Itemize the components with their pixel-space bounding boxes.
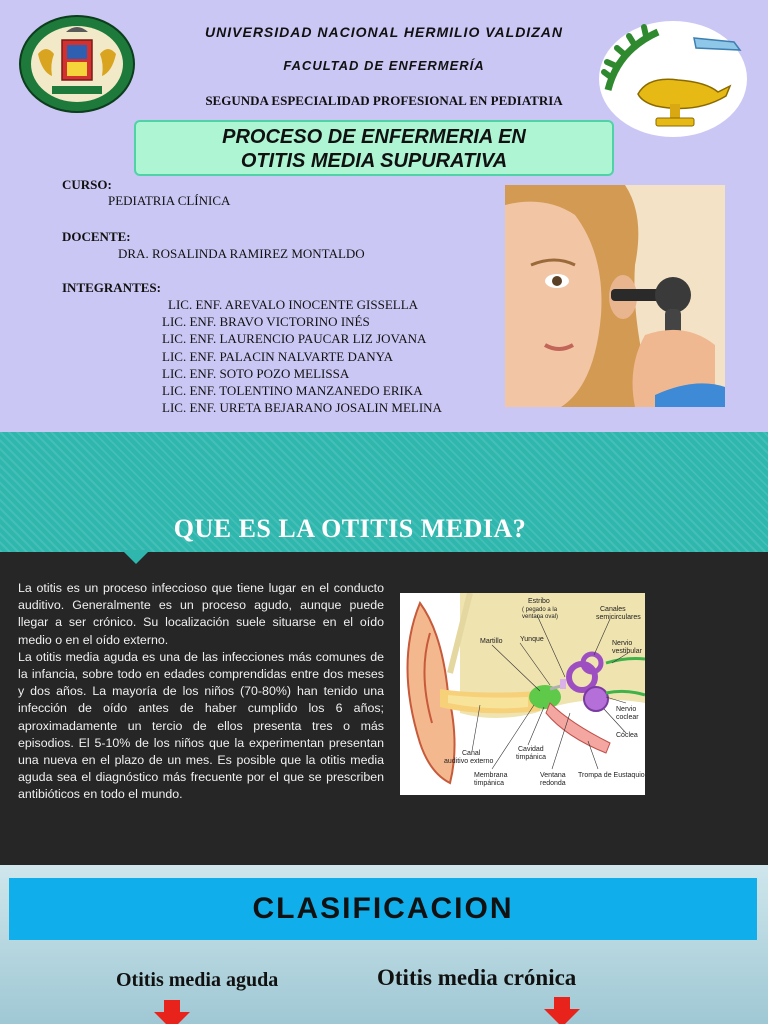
- title-band-notch: [122, 550, 150, 564]
- label-yunque: Yunque: [520, 636, 544, 643]
- member-item: LIC. ENF. BRAVO VICTORINO INÉS: [162, 314, 370, 330]
- course-value: PEDIATRIA CLÍNICA: [108, 193, 231, 208]
- definition-title: QUE ES LA OTITIS MEDIA?: [173, 514, 527, 543]
- label-cavidad: Cavidad: [518, 746, 544, 753]
- label-nervio-coclear: Nervio: [616, 706, 637, 713]
- label-estribo: Estribo: [528, 598, 550, 605]
- label-membrana: timpánica: [474, 780, 504, 787]
- university-name: UNIVERSIDAD NACIONAL HERMILIO VALDIZAN: [205, 24, 563, 40]
- label-nervio-vestibular: Nervio: [612, 640, 633, 647]
- members-label: INTEGRANTES:: [62, 280, 161, 295]
- classification-slide: [0, 865, 768, 1024]
- label-nervio-vestibular: vestibular: [612, 648, 642, 655]
- arrow-down-icon: [152, 1000, 192, 1024]
- label-canal: Canal: [462, 750, 481, 757]
- member-item: LIC. ENF. LAURENCIO PAUCAR LIZ JOVANA: [162, 331, 427, 347]
- label-estribo-note: ventana oval): [522, 614, 559, 620]
- teacher-label: DOCENTE:: [62, 229, 131, 244]
- type-acute-label: Otitis media aguda: [116, 969, 279, 991]
- member-item: LIC. ENF. SOTO POZO MELISSA: [162, 365, 350, 381]
- label-cavidad: timpánica: [516, 754, 546, 761]
- classification-title: CLASIFICACION: [252, 892, 514, 925]
- ear-anatomy-diagram: [400, 593, 645, 795]
- label-nervio-coclear: coclear: [616, 714, 639, 721]
- label-membrana: Membrana: [474, 772, 508, 779]
- member-item: LIC. ENF. URETA BEJARANO JOSALIN MELINA: [162, 400, 442, 416]
- teacher-value: DRA. ROSALINDA RAMIREZ MONTALDO: [118, 246, 365, 261]
- label-ventana: redonda: [540, 780, 566, 787]
- label-estribo-note: ( pegado a la: [522, 607, 558, 613]
- definition-paragraph: La otitis media aguda es una de las infecciones más comunes de la infancia, sobre todo en edades comprendidas entre dos meses y dos años. La mayoría de los niños (70-80%) han tenido una infección de oído antes de haber cumplido los 6 años; aproximadamente un tercio de ellos presenta tres o más episodios. El 5-10% de los niños que la experimentan presentan una nueva en el plazo de un mes. Es posible que la otitis media aguda sea el diagnóstico más frecuente por el que se prescriben antibióticos en todo el mundo.: [18, 649, 384, 802]
- label-trompa: Trompa de Eustaquio: [578, 772, 645, 779]
- cover-slide: [0, 0, 768, 432]
- specialty-name: SEGUNDA ESPECIALIDAD PROFESIONAL EN PEDIATRIA: [205, 93, 563, 108]
- type-chronic-label: Otitis media crónica: [377, 965, 577, 990]
- classification-title-box: [9, 878, 757, 940]
- label-martillo: Martillo: [480, 638, 503, 645]
- presentation-title-box: [134, 120, 614, 176]
- course-label: CURSO:: [62, 177, 112, 192]
- title-line-1: PROCESO DE ENFERMERIA EN: [222, 126, 526, 148]
- definition-paragraph: La otitis es un proceso infeccioso que tiene lugar en el conducto auditivo. Generalmente es un proceso agudo, aunque puede llegar a ser crónico. Su localización suele situarse en el oído medio o en el oído externo.: [18, 581, 384, 647]
- label-canales: Canales: [600, 606, 626, 613]
- title-line-2: OTITIS MEDIA SUPURATIVA: [240, 150, 508, 172]
- definition-slide: [0, 432, 768, 865]
- arrow-down-icon: [542, 997, 582, 1024]
- member-item: LIC. ENF. PALACIN NALVARTE DANYA: [162, 348, 393, 364]
- members-list: [162, 296, 442, 416]
- label-ventana: Ventana: [540, 772, 566, 779]
- label-coclea: Cóclea: [616, 732, 638, 739]
- label-canal: auditivo externo: [444, 758, 494, 765]
- label-canales: semicirculares: [596, 614, 641, 621]
- member-item: LIC. ENF. AREVALO INOCENTE GISSELLA: [168, 297, 419, 312]
- definition-text: [18, 580, 384, 804]
- child-otoscope-photo: [505, 185, 725, 407]
- member-item: LIC. ENF. TOLENTINO MANZANEDO ERIKA: [162, 383, 423, 399]
- faculty-name: FACULTAD DE ENFERMERÍA: [283, 58, 485, 73]
